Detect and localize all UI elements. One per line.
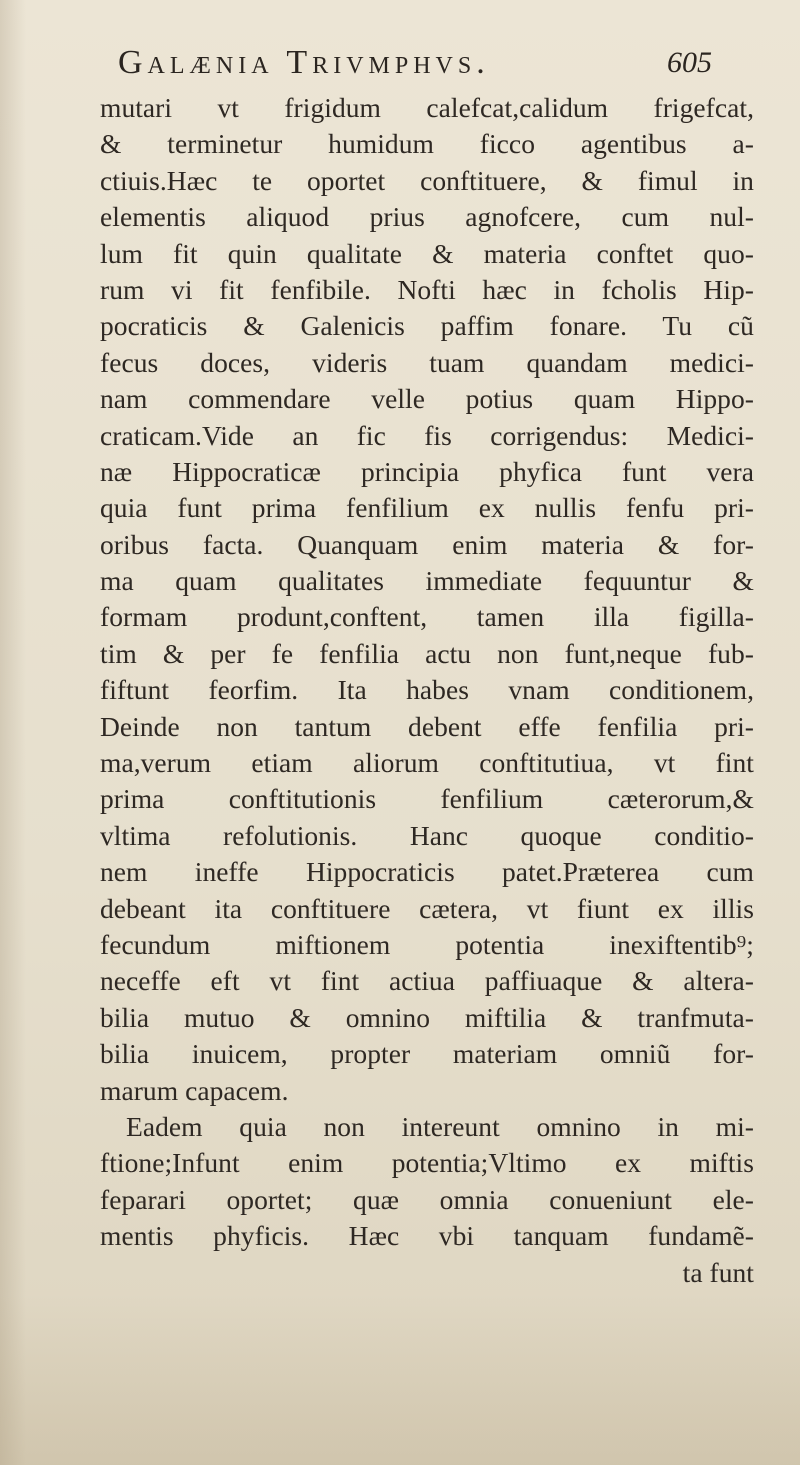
text-line: formam produnt,conftent, tamen illa figilla- (100, 601, 754, 633)
page-number: 605 (667, 46, 712, 79)
text-line: & terminetur humidum ficco agentibus a- (100, 128, 754, 160)
text-line: bilia inuicem, propter materiam omniũ for- (100, 1038, 754, 1070)
text-line: pocraticis & Galenicis paffim fonare. Tu cũ (100, 310, 754, 342)
text-line: ma,verum etiam aliorum conftitutiua, vt fint (100, 747, 754, 779)
text-line: craticam.Vide an fic fis corrigendus: Medici- (100, 419, 754, 451)
running-title: Galænia Trivmphvs. (118, 44, 490, 81)
text-line: tim & per fe fenfilia actu non funt,neque fub- (100, 637, 754, 669)
running-head (118, 44, 760, 88)
text-line: fecundum miftionem potentia inexiftentib⁹; (100, 928, 754, 960)
text-line: prima conftitutionis fenfilium cæterorum,& (100, 783, 754, 815)
text-line: ma quam qualitates immediate fequuntur & (100, 565, 754, 597)
text-line: quia funt prima fenfilium ex nullis fenfu pri- (100, 492, 754, 524)
text-line: næ Hippocraticæ principia phyfica funt vera (100, 455, 754, 487)
text-line: nam commendare velle potius quam Hippo- (100, 383, 754, 415)
text-line: elementis aliquod prius agnofcere, cum nul- (100, 201, 754, 233)
text-line: feparari oportet; quæ omnia conueniunt ele- (100, 1183, 754, 1215)
text-line: nem ineffe Hippocraticis patet.Præterea cum (100, 856, 754, 888)
text-line: marum capacem. (100, 1074, 289, 1106)
text-line: fiftunt feorfim. Ita habes vnam conditionem, (100, 674, 754, 706)
text-line: mentis phyficis. Hæc vbi tanquam fundamẽ- (100, 1220, 754, 1252)
text-line: ctiuis.Hæc te oportet conftituere, & fimul in (100, 164, 754, 196)
text-line: lum fit quin qualitate & materia conftet quo- (100, 237, 754, 269)
text-line: mutari vt frigidum calefcat,calidum frigefcat, (100, 92, 754, 123)
body-text (100, 90, 754, 1291)
text-line: fecus doces, videris tuam quandam medici- (100, 346, 754, 378)
text-line: ftione;Infunt enim potentia;Vltimo ex miftis (100, 1147, 754, 1179)
text-line: vltima refolutionis. Hanc quoque conditio- (100, 819, 754, 851)
text-line: rum vi fit fenfibile. Nofti hæc in fcholis Hip- (100, 273, 754, 305)
text-line: debeant ita conftituere cætera, vt fiunt ex illis (100, 892, 754, 924)
text-line: Eadem quia non intereunt omnino in mi- (126, 1110, 754, 1142)
text-line: oribus facta. Quanquam enim materia & for- (100, 528, 754, 560)
text-line: Deinde non tantum debent effe fenfilia pri- (100, 710, 754, 742)
text-line: neceffe eft vt fint actiua paffiuaque & altera- (100, 965, 754, 997)
text-line: bilia mutuo & omnino miftilia & tranfmuta- (100, 1001, 754, 1033)
catchword-line: ta funt (682, 1256, 754, 1288)
